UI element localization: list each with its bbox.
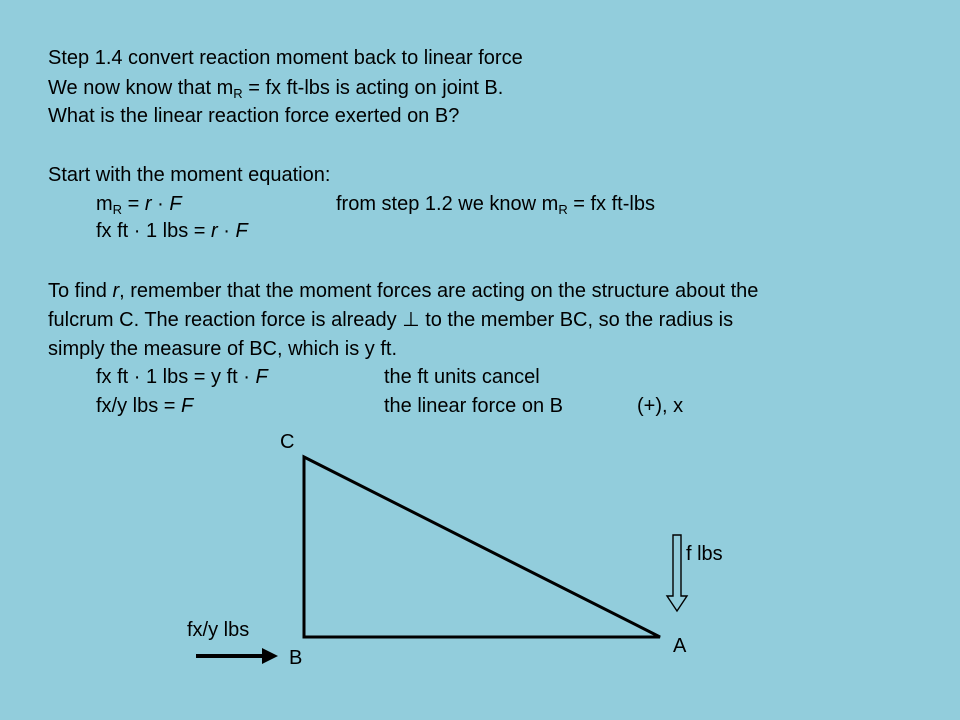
explanation-line-2: fulcrum C. The reaction force is already ⊥ to the member BC, so the radius is bbox=[48, 309, 734, 331]
result-equation: fx/y lbs = F bbox=[96, 395, 194, 417]
moment-known-line: We now know that $m_R$ = fx ft-lbs is acting on joint B. bbox=[48, 77, 504, 101]
substituted-equation: fx ft · 1 lbs = r · F bbox=[96, 220, 248, 242]
load-label: f lbs bbox=[686, 543, 723, 565]
explanation-line-3: simply the measure of BC, which is y ft. bbox=[48, 338, 398, 360]
reaction-arrow-icon bbox=[262, 648, 278, 664]
triangle-member-outline bbox=[304, 457, 660, 637]
result-note: the linear force on B bbox=[384, 395, 563, 417]
moment-note: from step 1.2 we know $m_R$ = fx ft-lbs bbox=[336, 193, 655, 217]
moment-equation: $m_R = r \cdot F$ bbox=[96, 193, 182, 217]
step-heading: Step 1.4 convert reaction moment back to linear force bbox=[48, 47, 523, 69]
explanation-line-1: To find r, remember that the moment forces are acting on the structure about the bbox=[48, 280, 759, 302]
cancel-equation: fx ft · 1 lbs = y ft · F bbox=[96, 366, 268, 388]
cancel-note: the ft units cancel bbox=[384, 366, 540, 388]
joint-b-label: B bbox=[289, 647, 303, 669]
joint-c-label: C bbox=[280, 431, 295, 453]
reaction-label: fx/y lbs bbox=[187, 619, 250, 641]
result-direction: (+), x bbox=[637, 395, 684, 417]
joint-a-label: A bbox=[673, 635, 687, 657]
load-arrow-icon bbox=[667, 535, 687, 611]
moment-equation-intro: Start with the moment equation: bbox=[48, 164, 331, 186]
question-line: What is the linear reaction force exerted on B? bbox=[48, 105, 460, 127]
